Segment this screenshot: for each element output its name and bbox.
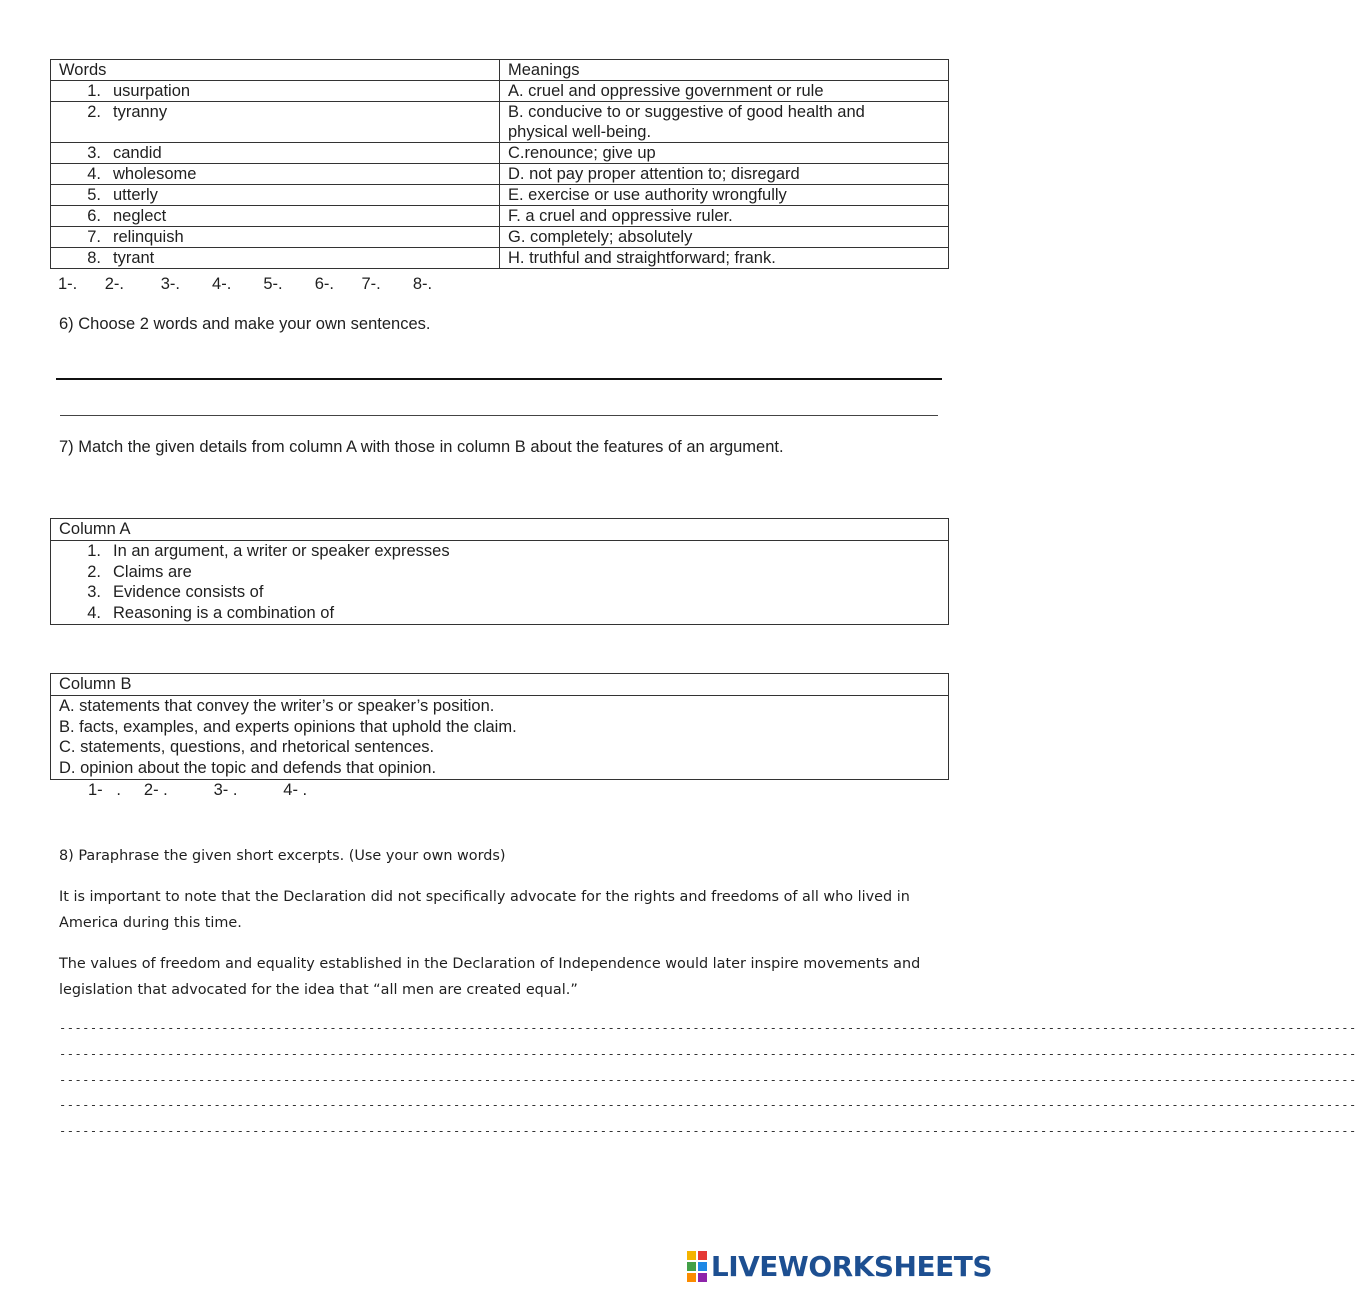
- dashed-answer-line[interactable]: ------------------------------------------------------------------------------------------------------------------------------------------------------------------------: [59, 1124, 1357, 1138]
- question-7: 7) Match the given details from column A with those in column B about the features of an argument.: [59, 438, 784, 456]
- vocab-row: [51, 206, 949, 227]
- logo-blocks-icon: [687, 1251, 707, 1282]
- meaning-line: D. not pay proper attention to; disregard: [508, 165, 800, 183]
- meaning-line: A. cruel and oppressive government or rule: [508, 82, 824, 100]
- word-text: utterly: [113, 186, 158, 204]
- vocab-word: [51, 206, 500, 227]
- column-answer-line[interactable]: 1- . 2- . 3- . 4- .: [88, 781, 308, 799]
- logo-text: LIVEWORKSHEETS: [710, 1250, 992, 1283]
- vocab-word: [51, 143, 500, 164]
- item-text: Claims are: [113, 562, 192, 581]
- vocabulary-table: [50, 59, 949, 269]
- logo-block: [698, 1251, 707, 1260]
- column-a-item: [51, 603, 948, 624]
- column-b-item: C. statements, questions, and rhetorical sentences.: [59, 738, 435, 757]
- column-b-item: D. opinion about the topic and defends that opinion.: [59, 759, 437, 778]
- dashed-answer-line[interactable]: ------------------------------------------------------------------------------------------------------------------------------------------------------------------------: [59, 1098, 1357, 1112]
- column-a-item: [51, 562, 948, 583]
- vocab-meaning: [500, 81, 949, 102]
- vocab-meaning: [500, 185, 949, 206]
- item-text: In an argument, a writer or speaker expresses: [113, 541, 450, 560]
- item-number: 8.: [87, 249, 101, 267]
- vocab-row: [51, 143, 949, 164]
- column-a-item: [51, 541, 948, 562]
- column-a-box: [50, 518, 949, 625]
- vocab-row: [51, 164, 949, 185]
- word-text: usurpation: [113, 82, 191, 100]
- item-text: Evidence consists of: [113, 583, 264, 602]
- word-text: wholesome: [113, 165, 197, 183]
- vocab-word: [51, 248, 500, 269]
- vocab-word: [51, 227, 500, 248]
- item-number: 1.: [87, 541, 101, 560]
- vocab-word: [51, 81, 500, 102]
- answer-line-2[interactable]: [60, 415, 938, 416]
- column-b-item: A. statements that convey the writer’s or speaker’s position.: [59, 696, 495, 715]
- word-text: neglect: [113, 207, 167, 225]
- item-number: 2.: [87, 103, 101, 121]
- word-text: tyrant: [113, 249, 155, 267]
- column-b-item: B. facts, examples, and experts opinions that uphold the claim.: [59, 717, 517, 736]
- word-text: tyranny: [113, 103, 168, 121]
- vocab-meaning: [500, 206, 949, 227]
- item-number: 6.: [87, 207, 101, 225]
- logo-block: [698, 1273, 707, 1282]
- vocab-row: [51, 227, 949, 248]
- item-number: 4.: [87, 165, 101, 183]
- meaning-line: G. completely; absolutely: [508, 228, 693, 246]
- logo-block: [687, 1273, 696, 1282]
- item-text: Reasoning is a combination of: [113, 604, 335, 623]
- column-a-list: [51, 541, 948, 624]
- vocab-meaning: [500, 102, 949, 143]
- vocab-row: [51, 185, 949, 206]
- column-a-header: Column A: [51, 519, 948, 541]
- item-number: 2.: [87, 562, 101, 581]
- item-number: 3.: [87, 144, 101, 162]
- column-a-item: [51, 582, 948, 603]
- liveworksheets-logo: [687, 1250, 992, 1283]
- vocab-row: [51, 102, 949, 143]
- column-b-header: Column B: [51, 674, 948, 696]
- item-number: 3.: [87, 583, 101, 602]
- header-meanings: Meanings: [500, 60, 949, 81]
- meaning-line: physical well-being.: [508, 123, 652, 141]
- word-text: relinquish: [113, 228, 184, 246]
- meaning-line: B. conducive to or suggestive of good health and: [508, 103, 865, 121]
- vocab-word: [51, 164, 500, 185]
- vocab-meaning: [500, 248, 949, 269]
- item-number: 4.: [87, 604, 101, 623]
- vocab-meaning: [500, 164, 949, 185]
- logo-block: [687, 1251, 696, 1260]
- vocab-meaning: [500, 143, 949, 164]
- meaning-line: C.renounce; give up: [508, 144, 656, 162]
- item-number: 7.: [87, 228, 101, 246]
- vocab-row: [51, 81, 949, 102]
- logo-block: [698, 1262, 707, 1271]
- column-b-box: [50, 673, 949, 780]
- item-number: 5.: [87, 186, 101, 204]
- dashed-answer-line[interactable]: ------------------------------------------------------------------------------------------------------------------------------------------------------------------------: [59, 1073, 1357, 1087]
- dashed-answer-line[interactable]: ------------------------------------------------------------------------------------------------------------------------------------------------------------------------: [59, 1047, 1357, 1061]
- question-8: 8) Paraphrase the given short excerpts. (Use your own words): [59, 848, 506, 864]
- meaning-line: E. exercise or use authority wrongfully: [508, 186, 787, 204]
- word-text: candid: [113, 144, 162, 162]
- column-b-list: [51, 696, 948, 779]
- vocab-meaning: [500, 227, 949, 248]
- meaning-line: H. truthful and straightforward; frank.: [508, 249, 776, 267]
- question-6: 6) Choose 2 words and make your own sentences.: [59, 315, 431, 333]
- vocab-answer-line[interactable]: 1-. 2-. 3-. 4-. 5-. 6-. 7-. 8-.: [58, 275, 433, 293]
- excerpt-1: It is important to note that the Declaration did not specifically advocate for the rights and freedoms of all who lived in America during this time.: [59, 889, 910, 931]
- header-words: Words: [51, 60, 500, 81]
- logo-block: [687, 1262, 696, 1271]
- excerpt-2: The values of freedom and equality established in the Declaration of Independence would later inspire movements and legislation that advocated for the idea that “all men are created equal.”: [59, 956, 921, 998]
- item-number: 1.: [87, 82, 101, 100]
- vocab-word: [51, 185, 500, 206]
- vocab-word: [51, 102, 500, 143]
- vocab-row: [51, 248, 949, 269]
- meaning-line: F. a cruel and oppressive ruler.: [508, 207, 733, 225]
- dashed-answer-line[interactable]: ------------------------------------------------------------------------------------------------------------------------------------------------------------------------: [59, 1021, 1357, 1035]
- answer-line-1[interactable]: [56, 378, 942, 380]
